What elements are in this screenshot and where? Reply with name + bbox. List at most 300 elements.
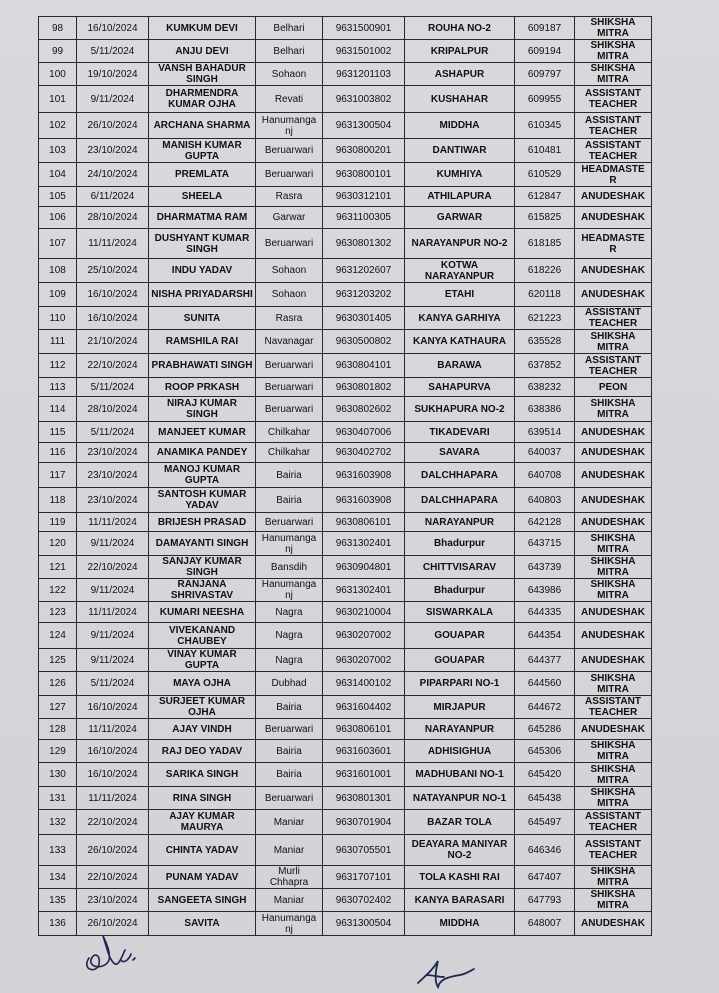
serial-number-cell: 100 <box>39 63 77 86</box>
serial-number-cell: 125 <box>39 649 77 672</box>
table-row <box>39 139 652 163</box>
employee-name-cell: RANJANA SHRIVASTAV <box>149 579 256 602</box>
employee-code-cell: 647793 <box>515 889 575 912</box>
serial-number-cell: 116 <box>39 443 77 463</box>
employee-code-cell: 635528 <box>515 330 575 354</box>
date-cell: 5/11/2024 <box>77 40 149 63</box>
block-cell: Bairia <box>256 763 323 787</box>
designation-cell: SHIKSHA MITRA <box>575 63 652 86</box>
udise-code-cell: 9630705501 <box>323 835 405 866</box>
block-cell: Murli Chhapra <box>256 866 323 889</box>
table-row <box>39 17 652 40</box>
school-name-cell: KRIPALPUR <box>405 40 515 63</box>
table-row <box>39 187 652 207</box>
school-name-cell: KANYA KATHAURA <box>405 330 515 354</box>
employee-code-cell: 615825 <box>515 207 575 229</box>
designation-cell: PEON <box>575 378 652 397</box>
employee-code-cell: 647407 <box>515 866 575 889</box>
designation-cell: ANUDESHAK <box>575 513 652 532</box>
table-row <box>39 354 652 378</box>
date-cell: 23/10/2024 <box>77 443 149 463</box>
table-row <box>39 719 652 740</box>
block-cell: Garwar <box>256 207 323 229</box>
udise-code-cell: 9630207002 <box>323 649 405 672</box>
employee-name-cell: KUMARI NEESHA <box>149 602 256 623</box>
employee-code-cell: 609797 <box>515 63 575 86</box>
serial-number-cell: 126 <box>39 672 77 696</box>
block-cell: Nagra <box>256 602 323 623</box>
school-name-cell: ATHILAPURA <box>405 187 515 207</box>
serial-number-cell: 133 <box>39 835 77 866</box>
block-cell: Beruarwari <box>256 787 323 810</box>
serial-number-cell: 106 <box>39 207 77 229</box>
designation-cell: ASSISTANT TEACHER <box>575 696 652 719</box>
date-cell: 5/11/2024 <box>77 378 149 397</box>
block-cell: Maniar <box>256 810 323 835</box>
designation-cell: ANUDESHAK <box>575 488 652 513</box>
udise-code-cell: 9630806101 <box>323 513 405 532</box>
employee-code-cell: 618226 <box>515 259 575 283</box>
employee-code-cell: 644354 <box>515 623 575 649</box>
block-cell: Dubhad <box>256 672 323 696</box>
employee-name-cell: ARCHANA SHARMA <box>149 113 256 139</box>
school-name-cell: DALCHHAPARA <box>405 488 515 513</box>
block-cell: Bairia <box>256 696 323 719</box>
udise-code-cell: 9631302401 <box>323 579 405 602</box>
block-cell: Beruarwari <box>256 139 323 163</box>
udise-code-cell: 9631302401 <box>323 532 405 556</box>
table-row <box>39 86 652 113</box>
date-cell: 9/11/2024 <box>77 649 149 672</box>
designation-cell: SHIKSHA MITRA <box>575 17 652 40</box>
employee-name-cell: NISHA PRIYADARSHI <box>149 283 256 307</box>
designation-cell: SHIKSHA MITRA <box>575 556 652 579</box>
serial-number-cell: 118 <box>39 488 77 513</box>
employee-name-cell: RINA SINGH <box>149 787 256 810</box>
school-name-cell: KANYA GARHIYA <box>405 307 515 330</box>
employee-code-cell: 645306 <box>515 740 575 763</box>
employee-code-cell: 638386 <box>515 397 575 422</box>
school-name-cell: DEAYARA MANIYAR NO-2 <box>405 835 515 866</box>
employee-name-cell: ANJU DEVI <box>149 40 256 63</box>
table-row <box>39 579 652 602</box>
udise-code-cell: 9631603908 <box>323 488 405 513</box>
date-cell: 22/10/2024 <box>77 556 149 579</box>
employee-name-cell: DHARMENDRA KUMAR OJHA <box>149 86 256 113</box>
designation-cell: SHIKSHA MITRA <box>575 889 652 912</box>
table-row <box>39 488 652 513</box>
table-row <box>39 740 652 763</box>
school-name-cell: MIDDHA <box>405 912 515 936</box>
block-cell: Sohaon <box>256 283 323 307</box>
employee-code-cell: 638232 <box>515 378 575 397</box>
employee-code-cell: 609194 <box>515 40 575 63</box>
employee-name-cell: VIVEKANAND CHAUBEY <box>149 623 256 649</box>
employee-code-cell: 648007 <box>515 912 575 936</box>
designation-cell: ASSISTANT TEACHER <box>575 835 652 866</box>
date-cell: 23/10/2024 <box>77 463 149 488</box>
block-cell: Maniar <box>256 889 323 912</box>
udise-code-cell: 9630800201 <box>323 139 405 163</box>
designation-cell: SHIKSHA MITRA <box>575 330 652 354</box>
udise-code-cell: 9630500802 <box>323 330 405 354</box>
block-cell: Hanumanga nj <box>256 532 323 556</box>
serial-number-cell: 127 <box>39 696 77 719</box>
serial-number-cell: 99 <box>39 40 77 63</box>
employee-name-cell: SAVITA <box>149 912 256 936</box>
designation-cell: ASSISTANT TEACHER <box>575 113 652 139</box>
udise-code-cell: 9630802602 <box>323 397 405 422</box>
school-name-cell: CHITTVISARAV <box>405 556 515 579</box>
employee-code-cell: 644560 <box>515 672 575 696</box>
employee-code-cell: 621223 <box>515 307 575 330</box>
serial-number-cell: 105 <box>39 187 77 207</box>
school-name-cell: MADHUBANI NO-1 <box>405 763 515 787</box>
serial-number-cell: 112 <box>39 354 77 378</box>
employee-name-cell: RAMSHILA RAI <box>149 330 256 354</box>
date-cell: 9/11/2024 <box>77 532 149 556</box>
employee-code-cell: 610529 <box>515 163 575 187</box>
serial-number-cell: 120 <box>39 532 77 556</box>
employee-code-cell: 645286 <box>515 719 575 740</box>
date-cell: 9/11/2024 <box>77 86 149 113</box>
signature-left <box>75 930 145 980</box>
employee-code-cell: 646346 <box>515 835 575 866</box>
block-cell: Beruarwari <box>256 229 323 259</box>
udise-code-cell: 9631500901 <box>323 17 405 40</box>
employee-code-cell: 645438 <box>515 787 575 810</box>
date-cell: 16/10/2024 <box>77 740 149 763</box>
designation-cell: SHIKSHA MITRA <box>575 672 652 696</box>
date-cell: 11/11/2024 <box>77 229 149 259</box>
udise-code-cell: 9630312101 <box>323 187 405 207</box>
designation-cell: ANUDESHAK <box>575 283 652 307</box>
school-name-cell: Bhadurpur <box>405 579 515 602</box>
employee-code-cell: 640708 <box>515 463 575 488</box>
designation-cell: SHIKSHA MITRA <box>575 532 652 556</box>
school-name-cell: KUMHIYA <box>405 163 515 187</box>
designation-cell: ASSISTANT TEACHER <box>575 354 652 378</box>
table-row <box>39 513 652 532</box>
employee-name-cell: DUSHYANT KUMAR SINGH <box>149 229 256 259</box>
date-cell: 11/11/2024 <box>77 602 149 623</box>
date-cell: 9/11/2024 <box>77 579 149 602</box>
designation-cell: SHIKSHA MITRA <box>575 787 652 810</box>
employee-name-cell: SANTOSH KUMAR YADAV <box>149 488 256 513</box>
date-cell: 25/10/2024 <box>77 259 149 283</box>
serial-number-cell: 115 <box>39 422 77 443</box>
udise-code-cell: 9631601001 <box>323 763 405 787</box>
serial-number-cell: 110 <box>39 307 77 330</box>
school-name-cell: PIPARPARI NO-1 <box>405 672 515 696</box>
table-row <box>39 63 652 86</box>
employee-code-cell: 640803 <box>515 488 575 513</box>
serial-number-cell: 113 <box>39 378 77 397</box>
udise-code-cell: 9631400102 <box>323 672 405 696</box>
staff-records-table <box>38 16 652 936</box>
table-row <box>39 672 652 696</box>
employee-name-cell: MANJEET KUMAR <box>149 422 256 443</box>
table-row <box>39 763 652 787</box>
employee-name-cell: MAYA OJHA <box>149 672 256 696</box>
date-cell: 16/10/2024 <box>77 17 149 40</box>
date-cell: 16/10/2024 <box>77 283 149 307</box>
employee-name-cell: PRABHAWATI SINGH <box>149 354 256 378</box>
designation-cell: ANUDESHAK <box>575 443 652 463</box>
employee-name-cell: AJAY VINDH <box>149 719 256 740</box>
block-cell: Nagra <box>256 623 323 649</box>
block-cell: Bairia <box>256 740 323 763</box>
udise-code-cell: 9630801302 <box>323 229 405 259</box>
block-cell: Sohaon <box>256 63 323 86</box>
table-row <box>39 378 652 397</box>
table-row <box>39 259 652 283</box>
table-row <box>39 889 652 912</box>
udise-code-cell: 9630801802 <box>323 378 405 397</box>
school-name-cell: NARAYANPUR <box>405 719 515 740</box>
serial-number-cell: 102 <box>39 113 77 139</box>
block-cell: Bairia <box>256 463 323 488</box>
serial-number-cell: 104 <box>39 163 77 187</box>
school-name-cell: GARWAR <box>405 207 515 229</box>
table-row <box>39 835 652 866</box>
block-cell: Hanumanga nj <box>256 579 323 602</box>
employee-code-cell: 642128 <box>515 513 575 532</box>
employee-name-cell: SURJEET KUMAR OJHA <box>149 696 256 719</box>
table-row <box>39 330 652 354</box>
date-cell: 26/10/2024 <box>77 912 149 936</box>
school-name-cell: NATAYANPUR NO-1 <box>405 787 515 810</box>
employee-code-cell: 640037 <box>515 443 575 463</box>
school-name-cell: BARAWA <box>405 354 515 378</box>
udise-code-cell: 9631603908 <box>323 463 405 488</box>
employee-code-cell: 618185 <box>515 229 575 259</box>
block-cell: Chilkahar <box>256 443 323 463</box>
serial-number-cell: 124 <box>39 623 77 649</box>
udise-code-cell: 9631604402 <box>323 696 405 719</box>
udise-code-cell: 9631100305 <box>323 207 405 229</box>
udise-code-cell: 9630702402 <box>323 889 405 912</box>
date-cell: 22/10/2024 <box>77 354 149 378</box>
designation-cell: ANUDESHAK <box>575 602 652 623</box>
udise-code-cell: 9630207002 <box>323 623 405 649</box>
date-cell: 16/10/2024 <box>77 763 149 787</box>
employee-name-cell: BRIJESH PRASAD <box>149 513 256 532</box>
designation-cell: ANUDESHAK <box>575 623 652 649</box>
designation-cell: SHIKSHA MITRA <box>575 579 652 602</box>
school-name-cell: TIKADEVARI <box>405 422 515 443</box>
table-row <box>39 532 652 556</box>
school-name-cell: KOTWA NARAYANPUR <box>405 259 515 283</box>
employee-name-cell: AJAY KUMAR MAURYA <box>149 810 256 835</box>
employee-code-cell: 637852 <box>515 354 575 378</box>
employee-name-cell: ANAMIKA PANDEY <box>149 443 256 463</box>
table-row <box>39 422 652 443</box>
school-name-cell: SAVARA <box>405 443 515 463</box>
school-name-cell: DANTIWAR <box>405 139 515 163</box>
school-name-cell: SISWARKALA <box>405 602 515 623</box>
serial-number-cell: 136 <box>39 912 77 936</box>
block-cell: Belhari <box>256 40 323 63</box>
employee-code-cell: 643715 <box>515 532 575 556</box>
table-row <box>39 556 652 579</box>
employee-code-cell: 609187 <box>515 17 575 40</box>
udise-code-cell: 9631003802 <box>323 86 405 113</box>
date-cell: 9/11/2024 <box>77 623 149 649</box>
employee-name-cell: DHARMATMA RAM <box>149 207 256 229</box>
date-cell: 23/10/2024 <box>77 889 149 912</box>
udise-code-cell: 9631707101 <box>323 866 405 889</box>
serial-number-cell: 107 <box>39 229 77 259</box>
serial-number-cell: 135 <box>39 889 77 912</box>
table-row <box>39 397 652 422</box>
udise-code-cell: 9630407006 <box>323 422 405 443</box>
designation-cell: ANUDESHAK <box>575 719 652 740</box>
block-cell: Sohaon <box>256 259 323 283</box>
udise-code-cell: 9630701904 <box>323 810 405 835</box>
udise-code-cell: 9631300504 <box>323 113 405 139</box>
udise-code-cell: 9631201103 <box>323 63 405 86</box>
table-row <box>39 649 652 672</box>
designation-cell: ANUDESHAK <box>575 463 652 488</box>
employee-name-cell: SARIKA SINGH <box>149 763 256 787</box>
date-cell: 5/11/2024 <box>77 672 149 696</box>
table-row <box>39 229 652 259</box>
employee-name-cell: SUNITA <box>149 307 256 330</box>
udise-code-cell: 9631603601 <box>323 740 405 763</box>
date-cell: 28/10/2024 <box>77 207 149 229</box>
employee-code-cell: 644672 <box>515 696 575 719</box>
table-body <box>39 17 652 936</box>
serial-number-cell: 109 <box>39 283 77 307</box>
table-row <box>39 163 652 187</box>
date-cell: 23/10/2024 <box>77 139 149 163</box>
block-cell: Rasra <box>256 187 323 207</box>
employee-name-cell: VINAY KUMAR GUPTA <box>149 649 256 672</box>
designation-cell: ASSISTANT TEACHER <box>575 810 652 835</box>
school-name-cell: ROUHA NO-2 <box>405 17 515 40</box>
block-cell: Nagra <box>256 649 323 672</box>
employee-code-cell: 645497 <box>515 810 575 835</box>
date-cell: 11/11/2024 <box>77 719 149 740</box>
employee-code-cell: 610345 <box>515 113 575 139</box>
block-cell: Hanumanga nj <box>256 912 323 936</box>
serial-number-cell: 108 <box>39 259 77 283</box>
employee-name-cell: VANSH BAHADUR SINGH <box>149 63 256 86</box>
designation-cell: ANUDESHAK <box>575 912 652 936</box>
block-cell: Beruarwari <box>256 513 323 532</box>
serial-number-cell: 123 <box>39 602 77 623</box>
serial-number-cell: 117 <box>39 463 77 488</box>
date-cell: 24/10/2024 <box>77 163 149 187</box>
school-name-cell: ETAHI <box>405 283 515 307</box>
school-name-cell: ADHISIGHUA <box>405 740 515 763</box>
school-name-cell: ASHAPUR <box>405 63 515 86</box>
employee-name-cell: ROOP PRKASH <box>149 378 256 397</box>
block-cell: Rasra <box>256 307 323 330</box>
school-name-cell: SUKHAPURA NO-2 <box>405 397 515 422</box>
designation-cell: ASSISTANT TEACHER <box>575 86 652 113</box>
school-name-cell: NARAYANPUR NO-2 <box>405 229 515 259</box>
employee-name-cell: PREMLATA <box>149 163 256 187</box>
table-row <box>39 696 652 719</box>
table-row <box>39 283 652 307</box>
school-name-cell: SAHAPURVA <box>405 378 515 397</box>
designation-cell: SHIKSHA MITRA <box>575 866 652 889</box>
employee-code-cell: 643739 <box>515 556 575 579</box>
designation-cell: ANUDESHAK <box>575 649 652 672</box>
employee-name-cell: SANJAY KUMAR SINGH <box>149 556 256 579</box>
employee-code-cell: 639514 <box>515 422 575 443</box>
udise-code-cell: 9631202607 <box>323 259 405 283</box>
employee-name-cell: SANGEETA SINGH <box>149 889 256 912</box>
employee-code-cell: 610481 <box>515 139 575 163</box>
table-row <box>39 113 652 139</box>
employee-name-cell: NIRAJ KUMAR SINGH <box>149 397 256 422</box>
signature-right <box>408 955 478 993</box>
date-cell: 11/11/2024 <box>77 787 149 810</box>
table-row <box>39 307 652 330</box>
designation-cell: SHIKSHA MITRA <box>575 763 652 787</box>
school-name-cell: NARAYANPUR <box>405 513 515 532</box>
serial-number-cell: 111 <box>39 330 77 354</box>
date-cell: 21/10/2024 <box>77 330 149 354</box>
block-cell: Beruarwari <box>256 354 323 378</box>
designation-cell: ANUDESHAK <box>575 207 652 229</box>
block-cell: Navanagar <box>256 330 323 354</box>
school-name-cell: GOUAPAR <box>405 623 515 649</box>
school-name-cell: DALCHHAPARA <box>405 463 515 488</box>
school-name-cell: MIRJAPUR <box>405 696 515 719</box>
udise-code-cell: 9630210004 <box>323 602 405 623</box>
employee-code-cell: 643986 <box>515 579 575 602</box>
date-cell: 26/10/2024 <box>77 835 149 866</box>
serial-number-cell: 121 <box>39 556 77 579</box>
employee-code-cell: 644377 <box>515 649 575 672</box>
designation-cell: ANUDESHAK <box>575 422 652 443</box>
employee-name-cell: DAMAYANTI SINGH <box>149 532 256 556</box>
block-cell: Beruarwari <box>256 397 323 422</box>
designation-cell: ASSISTANT TEACHER <box>575 307 652 330</box>
employee-code-cell: 645420 <box>515 763 575 787</box>
employee-code-cell: 620118 <box>515 283 575 307</box>
udise-code-cell: 9630904801 <box>323 556 405 579</box>
serial-number-cell: 129 <box>39 740 77 763</box>
designation-cell: ASSISTANT TEACHER <box>575 139 652 163</box>
block-cell: Bansdih <box>256 556 323 579</box>
udise-code-cell: 9630804101 <box>323 354 405 378</box>
employee-name-cell: KUMKUM DEVI <box>149 17 256 40</box>
serial-number-cell: 134 <box>39 866 77 889</box>
designation-cell: ANUDESHAK <box>575 259 652 283</box>
employee-name-cell: MANISH KUMAR GUPTA <box>149 139 256 163</box>
udise-code-cell: 9631300504 <box>323 912 405 936</box>
school-name-cell: GOUAPAR <box>405 649 515 672</box>
school-name-cell: BAZAR TOLA <box>405 810 515 835</box>
block-cell: Revati <box>256 86 323 113</box>
serial-number-cell: 132 <box>39 810 77 835</box>
serial-number-cell: 114 <box>39 397 77 422</box>
date-cell: 5/11/2024 <box>77 422 149 443</box>
date-cell: 19/10/2024 <box>77 63 149 86</box>
date-cell: 28/10/2024 <box>77 397 149 422</box>
serial-number-cell: 98 <box>39 17 77 40</box>
table-row <box>39 463 652 488</box>
designation-cell: HEADMASTE R <box>575 163 652 187</box>
block-cell: Belhari <box>256 17 323 40</box>
employee-code-cell: 612847 <box>515 187 575 207</box>
employee-name-cell: SHEELA <box>149 187 256 207</box>
